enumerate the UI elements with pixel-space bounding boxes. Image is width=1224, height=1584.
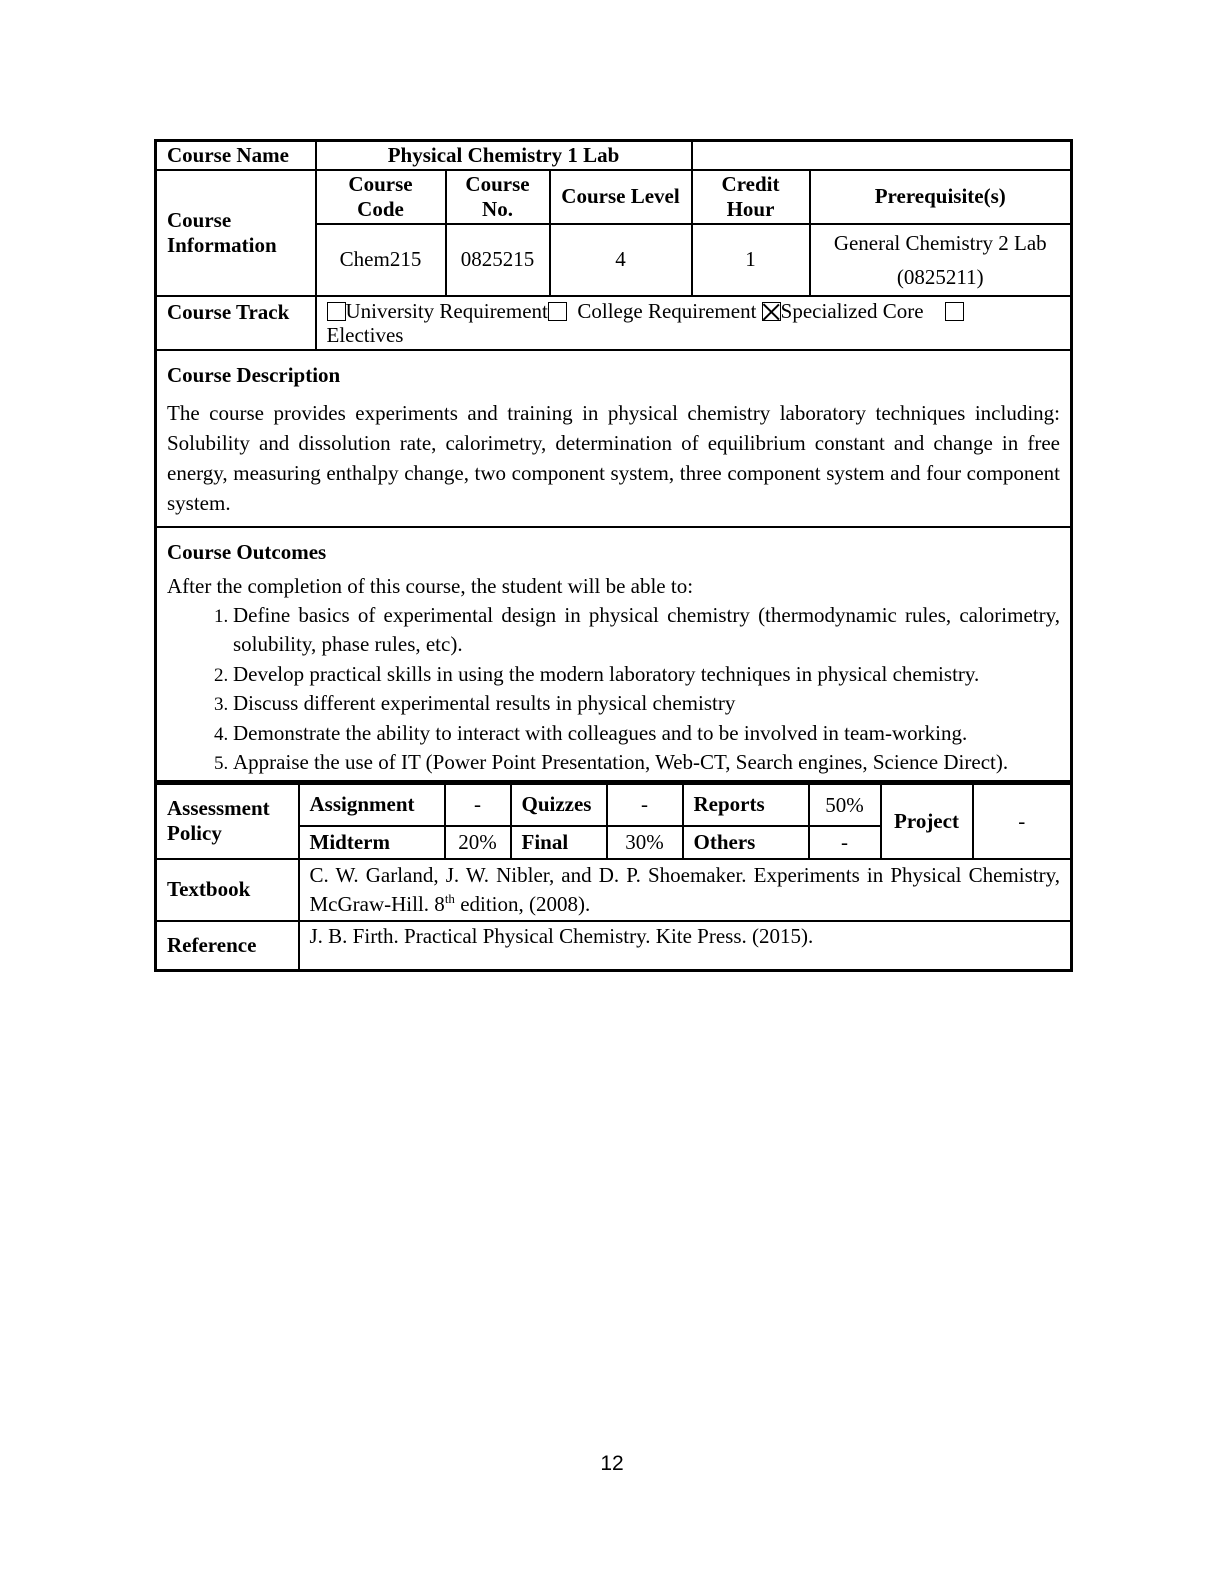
page-number: 12 <box>600 1452 624 1475</box>
quizzes-label: Quizzes <box>511 784 607 826</box>
assessment-table <box>154 783 1073 973</box>
outcome-item: 1. Define basics of experimental design in physical chemistry (thermodynamic rules, calorimetry, solubility, phase rules, etc). <box>233 601 1060 660</box>
prereq-line-2: (0825211) <box>896 264 984 289</box>
outcome-item: 2. Develop practical skills in using the modern laboratory techniques in physical chemistry. <box>233 660 1060 690</box>
option-electives: Electives <box>326 322 404 347</box>
header-course-code: Course Code <box>316 170 446 224</box>
outcome-item: 4. Demonstrate the ability to interact with colleagues and to be involved in team-working. <box>233 719 1060 749</box>
checkbox-electives[interactable] <box>945 302 964 321</box>
course-name-value: Physical Chemistry 1 Lab <box>316 141 692 170</box>
midterm-value: 20% <box>445 826 511 859</box>
header-prerequisites: Prerequisite(s) <box>810 170 1072 224</box>
option-college-requirement: College Requirement <box>577 298 757 323</box>
course-track-label: Course Track <box>156 296 316 350</box>
course-outcomes-list <box>167 601 1060 778</box>
outcome-item: 5. Appraise the use of IT (Power Point Presentation, Web-CT, Search engines, Science Direct). <box>233 748 1060 778</box>
checkbox-university-requirement[interactable] <box>327 302 346 321</box>
course-information-label: Course Information <box>156 170 316 296</box>
textbook-text-part1: C. W. Garland, J. W. Nibler, and D. P. Shoemaker. Experiments in Physical Chemistry, McGraw-Hill. 8 <box>309 862 1060 916</box>
course-description-text: The course provides experiments and training in physical chemistry laboratory techniques including: Solubility and dissolution rate, calorimetry, determination of equilibrium constant and change in free energy, measuring enthalpy change, two component system, three component system and four component system. <box>167 400 1060 515</box>
value-credit-hour: 1 <box>692 224 810 296</box>
others-label: Others <box>683 826 809 859</box>
project-value: - <box>973 784 1072 859</box>
textbook-text <box>299 859 1072 921</box>
textbook-sup: th <box>444 890 455 906</box>
assignment-value: - <box>445 784 511 826</box>
course-outcomes-intro: After the completion of this course, the student will be able to: <box>167 573 694 598</box>
value-course-level: 4 <box>550 224 692 296</box>
option-specialized-core: Specialized Core <box>780 298 924 323</box>
value-prerequisites <box>810 224 1072 296</box>
checkbox-college-requirement[interactable] <box>548 302 567 321</box>
textbook-text-part2: edition, (2008). <box>454 891 591 916</box>
reports-value: 50% <box>809 784 881 826</box>
course-outcomes-title: Course Outcomes <box>167 539 327 564</box>
quizzes-value: - <box>607 784 683 826</box>
value-course-no: 0825215 <box>446 224 550 296</box>
textbook-label: Textbook <box>156 859 299 921</box>
final-value: 30% <box>607 826 683 859</box>
course-description-cell <box>156 350 1072 527</box>
header-credit-hour: Credit Hour <box>692 170 810 224</box>
reports-label: Reports <box>683 784 809 826</box>
outcome-item: 3. Discuss different experimental results in physical chemistry <box>233 689 1060 719</box>
header-course-level: Course Level <box>550 170 692 224</box>
project-label: Project <box>881 784 973 859</box>
prereq-line-1: General Chemistry 2 Lab <box>833 230 1047 255</box>
others-value: - <box>809 826 881 859</box>
option-university-requirement: University Requirement <box>345 298 548 323</box>
header-course-no: Course No. <box>446 170 550 224</box>
reference-text: J. B. Firth. Practical Physical Chemistry. Kite Press. (2015). <box>299 921 1072 971</box>
course-name-label: Course Name <box>156 141 316 170</box>
assessment-policy-label: Assessment Policy <box>156 784 299 859</box>
course-outcomes-cell <box>156 527 1072 782</box>
course-specification <box>154 139 1070 972</box>
course-track-options <box>316 296 1072 350</box>
midterm-label: Midterm <box>299 826 445 859</box>
course-description-title: Course Description <box>167 362 341 387</box>
final-label: Final <box>511 826 607 859</box>
course-info-table <box>154 139 1073 783</box>
checkbox-specialized-core[interactable] <box>762 302 781 321</box>
value-course-code: Chem215 <box>316 224 446 296</box>
course-name-empty-cell <box>692 141 1072 170</box>
assignment-label: Assignment <box>299 784 445 826</box>
reference-label: Reference <box>156 921 299 971</box>
